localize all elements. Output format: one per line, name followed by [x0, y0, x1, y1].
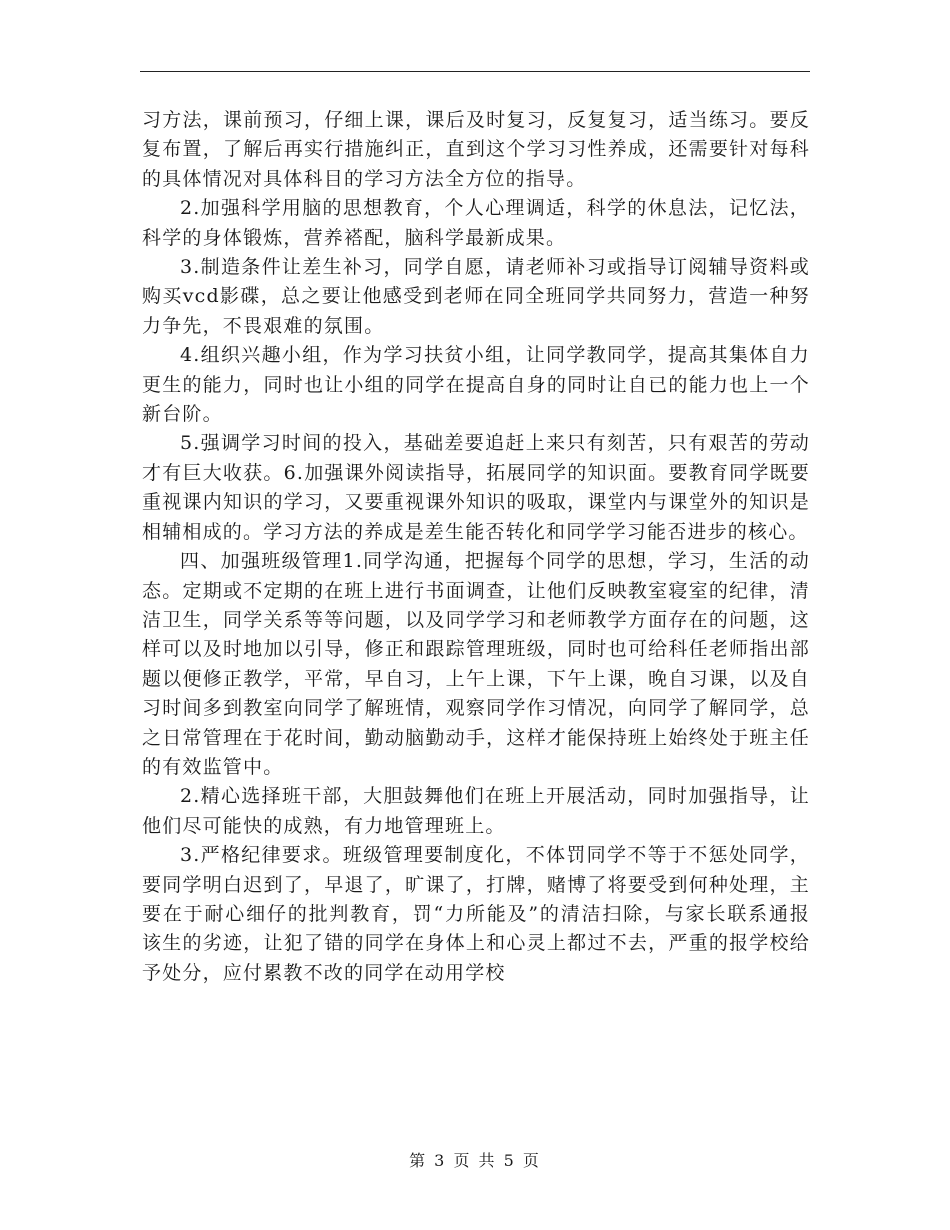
paragraph: 习方法，课前预习，仔细上课，课后及时复习，反复复习，适当练习。要反复布置，了解后再实行措施纠正，直到这个学习习性养成，还需要针对每科的具体情况对具体科目的学习方法全方位的指导。: [142, 109, 810, 190]
paragraph: 3.严格纪律要求。班级管理要制度化，不体罚同学不等于不惩处同学，要同学明白迟到了，早退了，旷课了，打牌，赌博了将要受到何种处理，主要在于耐心细仔的批判教育，罚“力所能及”的清洁扫除，与家长联系通报该生的劣迹，让犯了错的同学在身体上和心灵上都过不去，严重的报学校给予处分，应付累教不改的同学在动用学校: [142, 844, 810, 984]
page-number: 第 3 页 共 5 页: [409, 1151, 541, 1170]
paragraph: 2.精心选择班干部，大胆鼓舞他们在班上开展活动，同时加强指导，让他们尽可能快的成熟，有力地管理班上。: [142, 785, 810, 837]
header-rule: [140, 71, 810, 72]
paragraph: 5.强调学习时间的投入，基础差要追赶上来只有刻苦，只有艰苦的劳动才有巨大收获。6.加强课外阅读指导，拓展同学的知识面。要教育同学既要重视课内知识的学习，又要重视课外知识的吸取，课堂内与课堂外的知识是相辅相成的。学习方法的养成是差生能否转化和同学学习能否进步的核心。: [142, 432, 810, 543]
paragraph: 2.加强科学用脑的思想教育，个人心理调适，科学的休息法，记忆法，科学的身体锻炼，营养褡配，脑科学最新成果。: [142, 197, 810, 249]
document-body: [142, 106, 810, 988]
paragraph: 4.组织兴趣小组，作为学习扶贫小组，让同学教同学，提高其集体自力更生的能力，同时也让小组的同学在提高自身的同时让自已的能力也上一个新台阶。: [142, 344, 810, 426]
paragraph: 四、加强班级管理1.同学沟通，把握每个同学的思想，学习，生活的动态。定期或不定期的在班上进行书面调查，让他们反映教室寝室的纪律，清洁卫生，同学关系等等问题，以及同学学习和老师教学方面存在的问题，这样可以及时地加以引导，修正和跟踪管理班级，同时也可给科任老师指出部题以便修正教学，平常，早自习，上午上课，下午上课，晚自习课，以及自习时间多到教室向同学了解班情，观察同学作习情况，向同学了解同学，总之日常管理在于花时间，勤动脑勤动手，这样才能保持班上始终处于班主任的有效监管中。: [142, 550, 810, 778]
paragraph: 3.制造条件让差生补习，同学自愿，请老师补习或指导订阅辅导资料或购买vcd影碟，总之要让他感受到老师在同全班同学共同努力，营造一种努力争先，不畏艰难的氛围。: [142, 256, 810, 337]
